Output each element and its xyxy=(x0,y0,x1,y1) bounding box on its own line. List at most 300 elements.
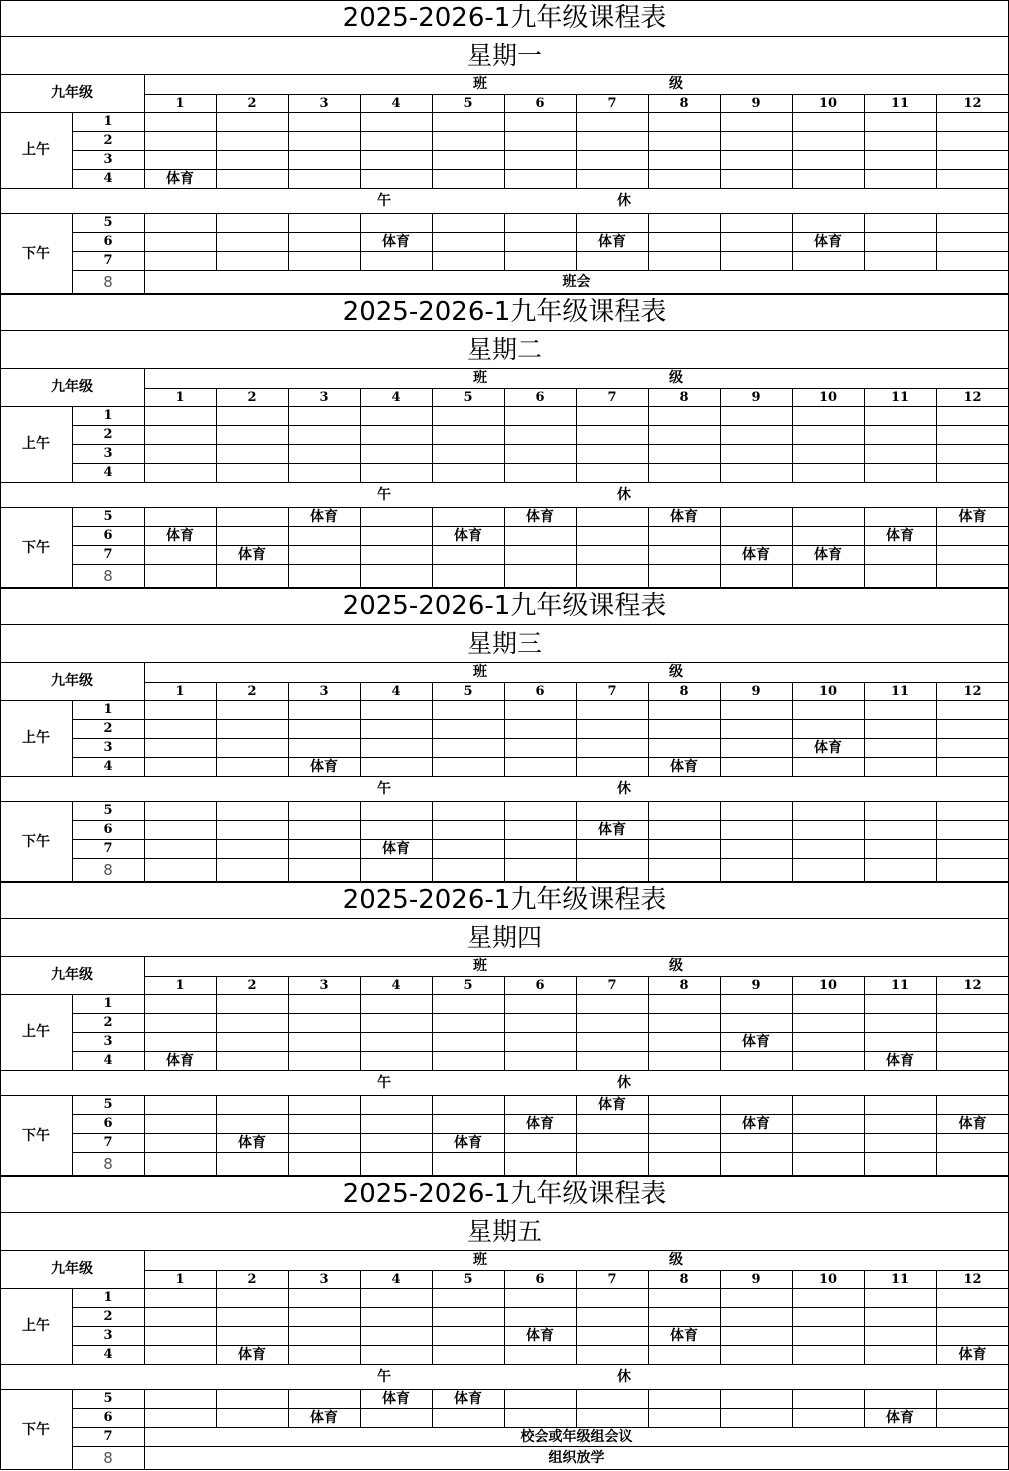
class-number: 7 xyxy=(607,977,617,993)
grid-line xyxy=(792,858,793,882)
course-cell: 体育 xyxy=(382,840,410,857)
grid-line xyxy=(432,1095,433,1114)
grid-line xyxy=(360,213,361,232)
grid-line xyxy=(864,94,865,188)
grid-line xyxy=(288,839,289,858)
schedule-title: 2025-2026-1九年级课程表 xyxy=(342,1179,667,1209)
course-cell: 体育 xyxy=(598,821,626,838)
class-number: 8 xyxy=(679,977,689,993)
grid-line xyxy=(864,858,865,882)
grid-line xyxy=(0,294,1009,295)
grid-line xyxy=(432,1152,433,1176)
grid-line xyxy=(576,251,577,270)
grid-line xyxy=(432,213,433,232)
grid-line xyxy=(576,388,577,482)
grid-line xyxy=(936,388,937,482)
grid-line xyxy=(0,776,1009,777)
grid-line xyxy=(432,682,433,776)
grid-line xyxy=(216,1152,217,1176)
grid-line xyxy=(0,918,1009,919)
class-number: 10 xyxy=(818,1271,838,1287)
grid-line xyxy=(648,976,649,1070)
grid-line xyxy=(936,976,937,1070)
grid-line xyxy=(864,839,865,858)
grid-line xyxy=(72,526,1009,527)
grid-line xyxy=(648,526,649,545)
class-header-left: 班 xyxy=(473,1252,487,1268)
grid-line xyxy=(72,1013,1009,1014)
grid-line xyxy=(288,801,289,820)
grid-line xyxy=(792,564,793,588)
grid-line xyxy=(216,839,217,858)
grid-line xyxy=(504,1408,505,1427)
class-number: 10 xyxy=(818,95,838,111)
grid-line xyxy=(432,1114,433,1133)
grid-line xyxy=(0,1070,1009,1071)
grid-line xyxy=(216,858,217,882)
grid-line xyxy=(504,251,505,270)
border-left xyxy=(0,294,1,588)
grid-line xyxy=(72,169,1009,170)
schedule-title: 2025-2026-1九年级课程表 xyxy=(342,3,667,33)
class-number: 7 xyxy=(607,1271,617,1287)
class-number: 5 xyxy=(463,95,473,111)
grid-line xyxy=(576,545,577,564)
afternoon-label: 下午 xyxy=(22,1421,50,1438)
class-number: 12 xyxy=(963,683,982,699)
afternoon-label: 下午 xyxy=(22,1127,50,1144)
grid-line xyxy=(864,682,865,776)
grid-line xyxy=(216,526,217,545)
class-number: 10 xyxy=(818,683,838,699)
class-number: 9 xyxy=(751,1271,761,1287)
grid-line xyxy=(504,526,505,545)
grid-line xyxy=(576,1389,577,1408)
course-cell: 体育 xyxy=(454,1134,482,1151)
grid-line xyxy=(576,1133,577,1152)
grid-line xyxy=(72,1133,1009,1134)
class-number: 1 xyxy=(175,95,185,111)
grid-line xyxy=(432,801,433,820)
period-number: 4 xyxy=(103,465,113,480)
grid-line xyxy=(648,820,649,839)
grid-line xyxy=(504,682,505,776)
grid-line xyxy=(936,1408,937,1427)
grid-line xyxy=(288,1270,289,1364)
class-number: 8 xyxy=(679,683,689,699)
grid-line xyxy=(576,839,577,858)
grid-line xyxy=(504,564,505,588)
day-name: 星期二 xyxy=(466,334,542,364)
grid-line xyxy=(72,1095,73,1176)
course-cell: 体育 xyxy=(598,1096,626,1113)
grid-line xyxy=(288,1389,289,1408)
period-number: 8 xyxy=(103,566,113,585)
grid-line xyxy=(144,801,145,882)
grid-line xyxy=(576,507,577,526)
grid-line xyxy=(504,232,505,251)
grid-line xyxy=(0,1212,1009,1213)
grid-line xyxy=(792,545,793,564)
grid-line xyxy=(720,545,721,564)
course-cell: 体育 xyxy=(310,508,338,525)
grid-line xyxy=(936,94,937,188)
grid-line xyxy=(648,858,649,882)
grid-line xyxy=(720,232,721,251)
grid-line xyxy=(720,526,721,545)
grid-line xyxy=(648,801,649,820)
grid-line xyxy=(72,1114,1009,1115)
course-cell: 体育 xyxy=(238,1134,266,1151)
grid-line xyxy=(432,526,433,545)
grid-line xyxy=(72,444,1009,445)
day-schedule-3 xyxy=(0,588,1009,882)
grid-line xyxy=(648,1408,649,1427)
period-number: 7 xyxy=(103,841,113,856)
grid-line xyxy=(432,388,433,482)
grid-line xyxy=(576,1152,577,1176)
grid-line xyxy=(288,564,289,588)
grid-line xyxy=(936,1389,937,1408)
grid-line xyxy=(720,1133,721,1152)
grid-line xyxy=(648,507,649,526)
grid-line xyxy=(288,232,289,251)
class-number: 4 xyxy=(391,683,401,699)
grid-line xyxy=(576,1114,577,1133)
grid-line xyxy=(144,1250,145,1364)
grid-line xyxy=(720,1270,721,1364)
class-number: 5 xyxy=(463,977,473,993)
grid-line xyxy=(72,1051,1009,1052)
period-number: 7 xyxy=(103,253,113,268)
grid-line xyxy=(72,839,1009,840)
period-number: 8 xyxy=(103,272,113,291)
period-number: 2 xyxy=(103,1309,113,1324)
period-number: 6 xyxy=(103,234,113,249)
grid-line xyxy=(648,94,649,188)
grid-line xyxy=(72,1307,1009,1308)
class-number: 6 xyxy=(535,1271,545,1287)
grid-line xyxy=(0,1469,1009,1470)
grid-line xyxy=(216,1389,217,1408)
grid-line xyxy=(576,232,577,251)
grid-line xyxy=(0,1176,1009,1177)
grid-line xyxy=(720,213,721,232)
grid-line xyxy=(360,1095,361,1114)
course-cell: 体育 xyxy=(454,527,482,544)
class-number: 2 xyxy=(247,683,257,699)
class-header-right: 级 xyxy=(669,958,683,974)
grid-line xyxy=(288,251,289,270)
grid-line xyxy=(936,1114,937,1133)
day-schedule-2 xyxy=(0,294,1009,588)
grid-line xyxy=(288,94,289,188)
period-number: 8 xyxy=(103,1448,113,1467)
course-cell: 体育 xyxy=(742,1115,770,1132)
grid-line xyxy=(216,1270,217,1364)
grid-line xyxy=(360,1152,361,1176)
grid-line xyxy=(792,94,793,188)
grid-line xyxy=(936,232,937,251)
class-number: 11 xyxy=(890,389,910,405)
grid-line xyxy=(0,882,1009,883)
course-cell: 体育 xyxy=(310,758,338,775)
grid-line xyxy=(216,801,217,820)
grade-label: 九年级 xyxy=(51,379,93,395)
morning-label: 上午 xyxy=(22,1318,50,1334)
class-header-right: 级 xyxy=(669,664,683,680)
course-cell: 体育 xyxy=(742,1033,770,1050)
noon-break-right: 休 xyxy=(617,1368,631,1385)
noon-break-left: 午 xyxy=(377,1368,391,1385)
grid-line xyxy=(720,507,721,526)
grid-line xyxy=(0,74,1009,75)
afternoon-label: 下午 xyxy=(22,539,50,556)
grid-line xyxy=(504,507,505,526)
period-number: 4 xyxy=(103,1053,113,1068)
grid-line xyxy=(288,1152,289,1176)
grid-line xyxy=(432,1270,433,1364)
grid-line xyxy=(936,526,937,545)
course-cell: 体育 xyxy=(166,1052,194,1069)
grid-line xyxy=(504,858,505,882)
grid-line xyxy=(504,388,505,482)
course-cell: 体育 xyxy=(526,508,554,525)
grid-line xyxy=(72,232,1009,233)
period-number: 3 xyxy=(103,446,113,461)
grid-line xyxy=(72,1427,1009,1428)
grid-line xyxy=(216,682,217,776)
class-number: 4 xyxy=(391,389,401,405)
grid-line xyxy=(792,976,793,1070)
noon-break-left: 午 xyxy=(377,486,391,503)
grid-line xyxy=(72,1152,1009,1153)
grid-line xyxy=(576,682,577,776)
grid-line xyxy=(504,801,505,820)
grid-line xyxy=(216,507,217,526)
period-number: 7 xyxy=(103,1135,113,1150)
class-number: 3 xyxy=(319,977,329,993)
grid-line xyxy=(72,251,1009,252)
period-number: 6 xyxy=(103,528,113,543)
noon-break-left: 午 xyxy=(377,1074,391,1091)
grid-line xyxy=(288,976,289,1070)
grid-line xyxy=(288,858,289,882)
class-number: 4 xyxy=(391,95,401,111)
course-cell: 体育 xyxy=(814,233,842,250)
grid-line xyxy=(432,1389,433,1408)
grid-line xyxy=(576,213,577,232)
class-number: 4 xyxy=(391,1271,401,1287)
grid-line xyxy=(648,1133,649,1152)
grid-line xyxy=(936,801,937,820)
border-left xyxy=(0,1176,1,1470)
grid-line xyxy=(360,507,361,526)
grid-line xyxy=(720,1152,721,1176)
grid-line xyxy=(216,564,217,588)
grid-line xyxy=(864,564,865,588)
grid-line xyxy=(576,1095,577,1114)
class-header-left: 班 xyxy=(473,958,487,974)
grid-line xyxy=(792,507,793,526)
class-number: 9 xyxy=(751,389,761,405)
class-number: 7 xyxy=(607,683,617,699)
grid-line xyxy=(360,839,361,858)
grid-line xyxy=(648,232,649,251)
course-cell: 体育 xyxy=(670,1327,698,1344)
class-number: 3 xyxy=(319,683,329,699)
schedule-title: 2025-2026-1九年级课程表 xyxy=(342,591,667,621)
period-number: 2 xyxy=(103,1015,113,1030)
grid-line xyxy=(72,1345,1009,1346)
grid-line xyxy=(72,463,1009,464)
grid-line xyxy=(864,507,865,526)
period-number: 1 xyxy=(103,408,113,423)
grid-line xyxy=(216,1114,217,1133)
class-header-right: 级 xyxy=(669,370,683,386)
grid-line xyxy=(144,956,145,1070)
afternoon-label: 下午 xyxy=(22,245,50,262)
grid-line xyxy=(360,1389,361,1408)
day-name: 星期一 xyxy=(466,40,542,70)
noon-break-right: 休 xyxy=(617,486,631,503)
class-number: 8 xyxy=(679,1271,689,1287)
grid-line xyxy=(360,232,361,251)
grid-line xyxy=(288,545,289,564)
grid-line xyxy=(936,839,937,858)
grid-line xyxy=(648,1095,649,1114)
grid-line xyxy=(864,820,865,839)
grid-line xyxy=(792,820,793,839)
class-number: 12 xyxy=(963,977,982,993)
grid-line xyxy=(504,1270,505,1364)
period-number: 3 xyxy=(103,1034,113,1049)
grid-line xyxy=(216,251,217,270)
grid-line xyxy=(72,1326,1009,1327)
merged-row-text: 校会或年级组会议 xyxy=(520,1428,633,1445)
course-cell: 体育 xyxy=(454,1390,482,1407)
grid-line xyxy=(216,545,217,564)
grid-line xyxy=(792,839,793,858)
grid-line xyxy=(720,839,721,858)
day-schedule-4 xyxy=(0,882,1009,1176)
day-name: 星期五 xyxy=(466,1216,542,1246)
course-cell: 体育 xyxy=(742,546,770,563)
grid-line xyxy=(864,1408,865,1427)
grid-line xyxy=(0,36,1009,37)
period-number: 5 xyxy=(103,509,113,524)
grid-line xyxy=(72,1408,1009,1409)
grid-line xyxy=(288,213,289,232)
grid-line xyxy=(936,507,937,526)
grid-line xyxy=(720,94,721,188)
grid-line xyxy=(360,976,361,1070)
grid-line xyxy=(0,482,1009,483)
grid-line xyxy=(288,1133,289,1152)
course-cell: 体育 xyxy=(526,1327,554,1344)
day-schedule-1 xyxy=(0,0,1009,294)
grid-line xyxy=(432,820,433,839)
class-number: 1 xyxy=(175,977,185,993)
class-number: 6 xyxy=(535,95,545,111)
grid-line xyxy=(864,1095,865,1114)
grid-line xyxy=(72,112,73,188)
grid-line xyxy=(0,956,1009,957)
class-number: 11 xyxy=(890,683,910,699)
class-number: 2 xyxy=(247,389,257,405)
grid-line xyxy=(936,545,937,564)
course-cell: 体育 xyxy=(670,508,698,525)
period-number: 2 xyxy=(103,721,113,736)
grid-line xyxy=(648,1152,649,1176)
grid-line xyxy=(360,388,361,482)
grid-line xyxy=(792,526,793,545)
class-number: 9 xyxy=(751,683,761,699)
grid-line xyxy=(720,976,721,1070)
grid-line xyxy=(648,682,649,776)
grid-line xyxy=(864,1389,865,1408)
grid-line xyxy=(936,820,937,839)
grid-line xyxy=(216,1408,217,1427)
period-number: 7 xyxy=(103,1429,113,1444)
grid-line xyxy=(504,1114,505,1133)
grid-line xyxy=(792,1389,793,1408)
class-number: 3 xyxy=(319,389,329,405)
class-number: 3 xyxy=(319,95,329,111)
grid-line xyxy=(0,1364,1009,1365)
noon-break-left: 午 xyxy=(377,192,391,209)
grid-line xyxy=(288,820,289,839)
class-number: 11 xyxy=(890,977,910,993)
grid-line xyxy=(432,507,433,526)
grid-line xyxy=(648,251,649,270)
grid-line xyxy=(360,94,361,188)
class-number: 2 xyxy=(247,95,257,111)
course-cell: 体育 xyxy=(166,527,194,544)
class-number: 1 xyxy=(175,1271,185,1287)
merged-row-text: 组织放学 xyxy=(548,1450,605,1466)
grid-line xyxy=(0,0,1009,1)
noon-break-right: 休 xyxy=(617,780,631,797)
grid-line xyxy=(864,1152,865,1176)
grid-line xyxy=(360,1133,361,1152)
grid-line xyxy=(360,1408,361,1427)
grid-line xyxy=(72,213,73,294)
grid-line xyxy=(576,94,577,188)
course-cell: 体育 xyxy=(814,739,842,756)
grid-line xyxy=(792,682,793,776)
period-number: 2 xyxy=(103,133,113,148)
grid-line xyxy=(360,1114,361,1133)
grid-line xyxy=(144,1095,145,1176)
grid-line xyxy=(288,388,289,482)
class-number: 8 xyxy=(679,389,689,405)
period-number: 5 xyxy=(103,215,113,230)
grid-line xyxy=(216,232,217,251)
class-number: 5 xyxy=(463,1271,473,1287)
grid-line xyxy=(288,1114,289,1133)
grid-line xyxy=(432,564,433,588)
grid-line xyxy=(360,1270,361,1364)
grid-line xyxy=(72,1446,1009,1447)
period-number: 5 xyxy=(103,1097,113,1112)
course-cell: 体育 xyxy=(382,233,410,250)
grid-line xyxy=(864,976,865,1070)
grid-line xyxy=(864,801,865,820)
grid-line xyxy=(288,507,289,526)
grid-line xyxy=(792,251,793,270)
grid-line xyxy=(72,1288,73,1364)
